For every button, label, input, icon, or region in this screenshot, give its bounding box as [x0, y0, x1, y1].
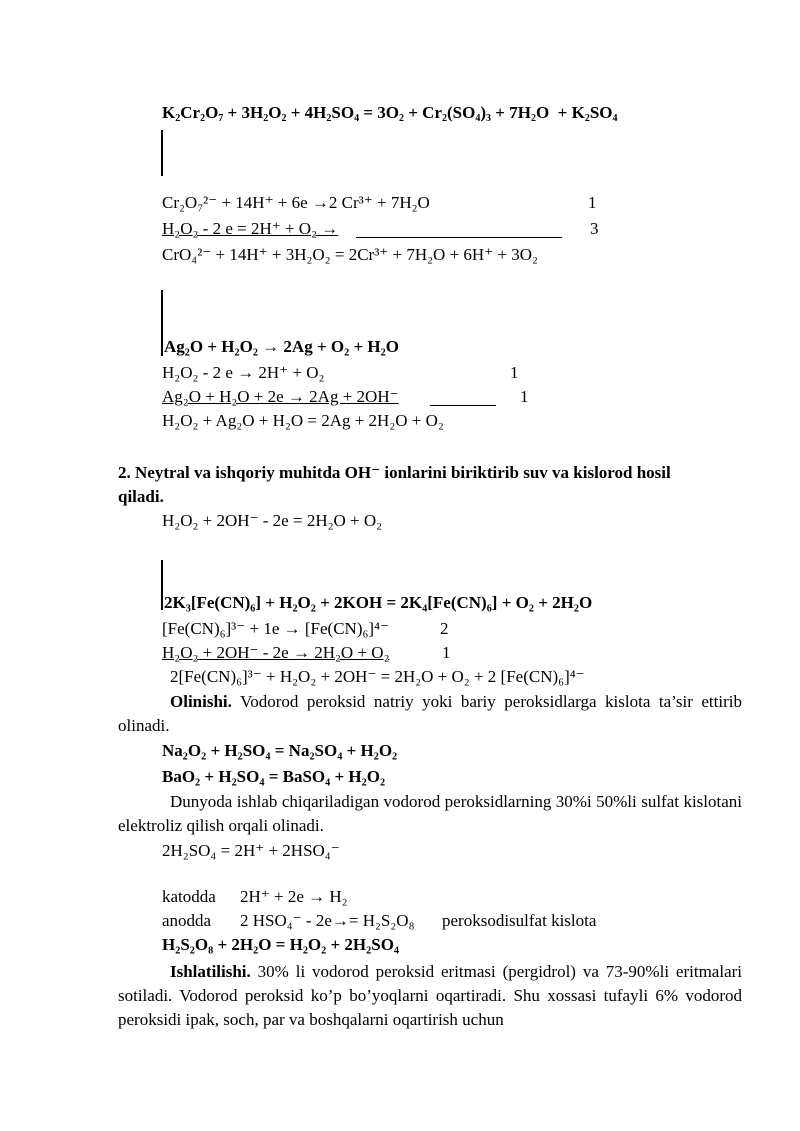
eq3-main: 2K₃[Fe(CN)₆] + H₂O₂ + 2KOH = 2K₄[Fe(CN)₆] + O₂ + 2H₂O: [164, 593, 593, 612]
section2-heading-line1: 2. Neytral va ishqoriy muhitda OH⁻ ionlarini biriktirib suv va kislorod hosil: [118, 463, 671, 482]
eq1-coef1: 1: [588, 193, 597, 212]
eq2-coef1: 1: [510, 363, 519, 382]
electrolysis-text: Dunyoda ishlab chiqariladigan vodorod peroksidlarning 30%i 50%li sulfat kislotani elektroliz qilish orqali olinadi.: [118, 792, 742, 835]
eq3-coef2: 1: [442, 643, 451, 662]
olinishi-title: Olinishi.: [170, 692, 232, 711]
eq3-sum: 2[Fe(CN)₆]³⁻ + H₂O₂ + 2OH⁻ = 2H₂O + O₂ + 2 [Fe(CN)₆]⁴⁻: [170, 667, 585, 686]
eq1-main: $K_2Cr_2O_7 + 3H_2O_2 + 4H_2SO_4 = 3O_2 + Cr_2(SO_4)_3 + 7H_2O + K_2SO_4$: [162, 103, 618, 124]
olinishi-text: Vodorod peroksid natriy yoki bariy peroksidlarga kislota ta’sir ettirib olinadi.: [118, 692, 742, 735]
section2-general-equation: H₂O₂ + 2OH⁻ - 2e = 2H₂O + O₂: [162, 511, 383, 530]
cathode-equation: 2H⁺ + 2e → H₂: [240, 887, 348, 906]
eq1-sum: CrO₄²⁻ + 14H⁺ + 3H₂O₂ = 2Cr³⁺ + 7H₂O + 6H⁺ + 3O₂: [162, 245, 538, 264]
eq2-main: Ag₂O + H₂O₂ → 2Ag + O₂ + H₂O: [164, 337, 399, 356]
eq3-bracket-line: [161, 560, 163, 610]
olinishi-reaction-1: Na₂O₂ + H₂SO₄ = Na₂SO₄ + H₂O₂: [162, 741, 398, 760]
eq3-coef1: 2: [440, 619, 449, 638]
ishlatilishi-title: Ishlatilishi.: [170, 962, 251, 981]
olinishi-reaction-2: BaO₂ + H₂SO₄ = BaSO₄ + H₂O₂: [162, 767, 386, 786]
olinishi-reaction-3: H₂S₂O₈ + 2H₂O = H₂O₂ + 2H₂SO₄: [162, 935, 400, 954]
dissociation-equation: 2H₂SO₄ = 2H⁺ + 2HSO₄⁻: [162, 841, 340, 860]
anode-label: anodda: [162, 911, 212, 930]
eq1-coef2: 3: [590, 219, 599, 238]
eq1-underline: [356, 237, 562, 238]
cathode-label: katodda: [162, 887, 216, 906]
eq2-bracket-line: [161, 290, 163, 356]
section2-heading-line2: qiladi.: [118, 487, 164, 506]
anode-equation: 2 HSO₄⁻ - 2e→= H₂S₂O₈: [240, 911, 415, 930]
eq1-half1: Cr₂O₇²⁻ + 14H⁺ + 6e →2 Cr³⁺ + 7H₂O: [162, 193, 430, 212]
eq3-half2: H₂O₂ + 2OH⁻ - 2e → 2H₂O + O₂: [162, 643, 390, 662]
olinishi-paragraph: [118, 690, 742, 738]
eq3-half1: [Fe(CN)₆]³⁻ + 1e → [Fe(CN)₆]⁴⁻: [162, 619, 389, 638]
eq2-coef2: 1: [520, 387, 529, 406]
anode-note: peroksodisulfat kislota: [442, 911, 597, 930]
eq2-half1: H₂O₂ - 2 e → 2H⁺ + O₂: [162, 363, 325, 382]
eq1-bracket-line: [161, 130, 163, 176]
eq2-half2: Ag₂O + H₂O + 2e → 2Ag + 2OH⁻: [162, 387, 399, 406]
eq1-half2: H₂O₂ - 2 e = 2H⁺ + O₂ →: [162, 219, 339, 238]
eq2-underline: [430, 405, 496, 406]
electrolysis-paragraph: [118, 790, 742, 838]
ishlatilishi-paragraph: [118, 960, 742, 1032]
eq2-sum: H₂O₂ + Ag₂O + H₂O = 2Ag + 2H₂O + O₂: [162, 411, 444, 430]
ishlatilishi-text: 30% li vodorod peroksid eritmasi (pergidrol) va 73-90%li eritmalari sotiladi. Vodorod peroksid ko’p bo’yoqlarni oqartiradi. Shu xossasi tufayli 6% vodorod peroksidi ipak, soch, par va boshqalarni oqartirish uchun: [118, 962, 742, 1029]
